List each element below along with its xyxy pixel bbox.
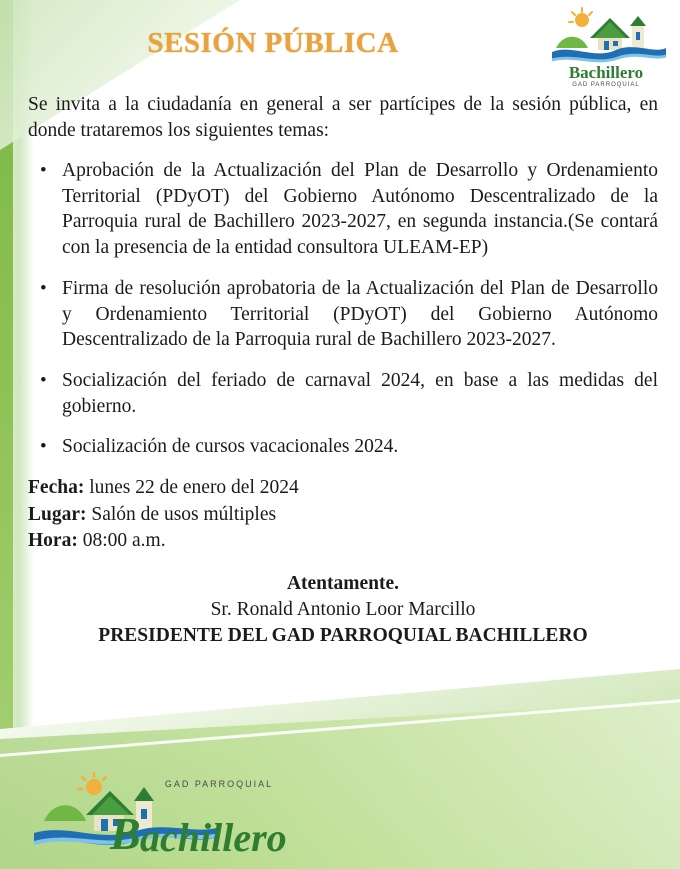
detail-hora-value: 08:00 a.m. <box>82 529 166 551</box>
header-row <box>28 0 658 90</box>
list-item-text: Socialización del feriado de carnaval 2024, en base a las medidas del gobierno. <box>62 369 658 417</box>
svg-text:GAD PARROQUIAL: GAD PARROQUIAL <box>164 779 274 789</box>
detail-fecha <box>28 475 658 500</box>
bottom-spacer <box>28 648 658 744</box>
detail-hora <box>28 528 658 553</box>
list-item-text: Socialización de cursos vacacionales 2024. <box>62 436 399 458</box>
bullet-icon: • <box>40 159 47 181</box>
bullet-icon: • <box>40 369 47 391</box>
signoff-role: PRESIDENTE DEL GAD PARROQUIAL BACHILLERO <box>98 624 588 646</box>
bullet-icon: • <box>40 277 47 299</box>
list-item <box>32 276 658 353</box>
detail-lugar-value: Salón de usos múltiples <box>91 503 277 525</box>
detail-fecha-value: lunes 22 de enero del 2024 <box>89 477 299 499</box>
svg-text:B: B <box>110 808 141 859</box>
detail-hora-label: Hora: <box>28 529 78 551</box>
svg-text:achillero: achillero <box>140 815 287 860</box>
list-item <box>32 158 658 261</box>
list-item-text: Aprobación de la Actualización del Plan de Desarrollo y Ordenamiento Territorial (PDyOT) del Gobierno Autónomo Descentralizado de la Parroquia rural de Bachillero 2023-2027, en segunda instancia.(Se contará con la presencia de la entidad consultora ULEAM-EP) <box>62 159 658 259</box>
svg-text:Bachillero: Bachillero <box>568 63 644 82</box>
detail-fecha-label: Fecha: <box>28 477 85 499</box>
signature-block <box>28 571 658 648</box>
list-item-text: Firma de resolución aprobatoria de la Actualización del Plan de Desarrollo y Ordenamiento Territorial (PDyOT) del Gobierno Autónomo Descentralizado de la Parroquia rural de Bachillero 2023-2027. <box>62 277 658 351</box>
signoff-atentamente: Atentamente. <box>286 573 400 595</box>
signoff-name: Sr. Ronald Antonio Loor Marcillo <box>210 598 476 620</box>
detail-lugar-label: Lugar: <box>28 503 87 525</box>
intro-paragraph: Se invita a la ciudadanía en general a ser partícipes de la sesión pública, en donde trataremos los siguientes temas: <box>28 94 658 141</box>
event-details <box>28 475 658 553</box>
detail-lugar <box>28 502 658 527</box>
bullet-icon: • <box>40 436 47 458</box>
svg-text:GAD PARROQUIAL: GAD PARROQUIAL <box>572 82 640 88</box>
agenda-list <box>28 158 658 460</box>
list-item <box>32 368 658 419</box>
bachillero-logo-bottom <box>24 771 302 863</box>
sun-icon <box>86 779 102 795</box>
list-item <box>32 434 658 460</box>
page-title: SESIÓN PÚBLICA <box>147 27 399 59</box>
